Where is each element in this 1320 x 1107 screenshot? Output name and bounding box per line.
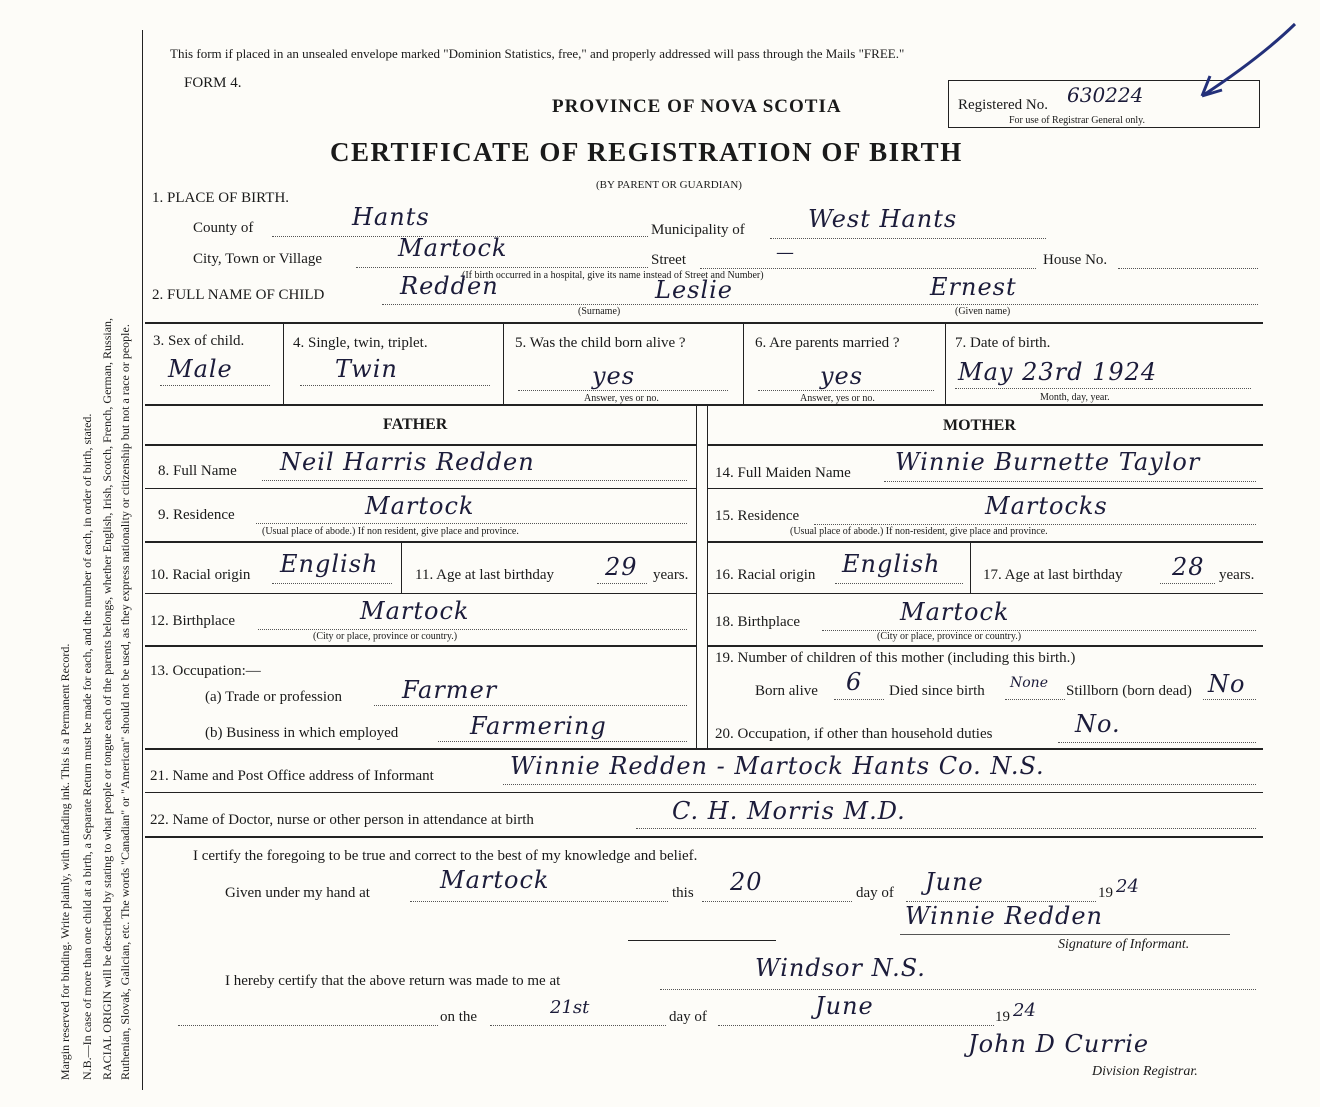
father-heading: FATHER bbox=[383, 416, 448, 433]
city-label: City, Town or Village bbox=[193, 251, 323, 267]
margin-note-nb: N.B.—In case of more than one child at a birth, a Separate Return must be made for each, and the number of each, in order of birth, stated. bbox=[80, 413, 94, 1080]
mother-residence-label: 15. Residence bbox=[715, 508, 800, 524]
margin-note-binding: Margin reserved for binding. Write plainly, with unfading ink. This is a Permanent Record. bbox=[58, 643, 72, 1080]
born-alive-count: 6 bbox=[846, 668, 863, 696]
mother-years-label: years. bbox=[1219, 567, 1255, 583]
binding-margin-rule bbox=[142, 30, 143, 1090]
form-number: FORM 4. bbox=[184, 75, 242, 91]
given-day-value: 20 bbox=[730, 868, 763, 896]
surname-caption: (Surname) bbox=[578, 306, 621, 317]
sex-value: Male bbox=[168, 355, 233, 383]
stillborn-label: Stillborn (born dead) bbox=[1066, 683, 1192, 699]
father-abode-note: (Usual place of abode.) If non resident, give place and province. bbox=[262, 526, 519, 537]
date-of-birth-value: May 23rd 1924 bbox=[958, 358, 1158, 386]
mother-heading: MOTHER bbox=[943, 417, 1016, 434]
parents-married-caption: Answer, yes or no. bbox=[800, 393, 875, 404]
plurality-label: 4. Single, twin, triplet. bbox=[293, 335, 428, 351]
mother-name-label: 14. Full Maiden Name bbox=[715, 465, 851, 481]
mother-name-value: Winnie Burnette Taylor bbox=[895, 448, 1201, 476]
mother-age-value: 28 bbox=[1172, 553, 1205, 581]
business-label: (b) Business in which employed bbox=[205, 725, 399, 741]
mother-birthplace-value: Martock bbox=[900, 598, 1010, 626]
mother-racial-label: 16. Racial origin bbox=[715, 567, 816, 583]
informant-signature-caption: Signature of Informant. bbox=[1058, 937, 1190, 952]
street-value: — bbox=[776, 242, 794, 263]
given-month-value: June bbox=[925, 868, 984, 896]
mail-notice: This form if placed in an unsealed envelope marked "Dominion Statistics, free," and properly addressed will pass through the Mails "FREE." bbox=[170, 46, 905, 61]
this-label: this bbox=[672, 885, 694, 901]
father-name-label: 8. Full Name bbox=[158, 463, 237, 479]
mother-abode-note: (Usual place of abode.) If non-resident, give place and province. bbox=[790, 526, 1048, 537]
margin-note-racial-2: Ruthenian, Slovak, Galician, etc. The words "Canadian" or "American" should not be used, as they express nationality or citizenship but not a race or people. bbox=[118, 324, 132, 1080]
born-alive-caption: Answer, yes or no. bbox=[584, 393, 659, 404]
county-label: County of bbox=[193, 220, 254, 236]
page-title: CERTIFICATE OF REGISTRATION OF BIRTH bbox=[330, 137, 963, 167]
municipality-label: Municipality of bbox=[651, 222, 745, 238]
stillborn-value: No bbox=[1208, 670, 1246, 698]
return-month-value: June bbox=[815, 992, 874, 1020]
date-of-birth-caption: Month, day, year. bbox=[1040, 392, 1110, 403]
mother-occupation-label: 20. Occupation, if other than household duties bbox=[715, 726, 993, 742]
child-given-name-2: Ernest bbox=[930, 273, 1017, 301]
born-alive-count-label: Born alive bbox=[755, 683, 818, 699]
doctor-value: C. H. Morris M.D. bbox=[672, 797, 906, 825]
registered-number: 630224 bbox=[1067, 83, 1144, 107]
given-under-label: Given under my hand at bbox=[225, 885, 370, 901]
doctor-label: 22. Name of Doctor, nurse or other person in attendance at birth bbox=[150, 812, 534, 828]
died-since-birth-value: None bbox=[1010, 675, 1048, 691]
mother-racial-value: English bbox=[842, 550, 941, 578]
return-place-value: Windsor N.S. bbox=[755, 954, 926, 982]
province-heading: PROVINCE OF NOVA SCOTIA bbox=[552, 96, 842, 117]
informant-value: Winnie Redden - Martock Hants Co. N.S. bbox=[510, 752, 1045, 780]
informant-label: 21. Name and Post Office address of Informant bbox=[150, 768, 434, 784]
on-the-label: on the bbox=[440, 1009, 478, 1025]
child-given-name-1: Leslie bbox=[655, 276, 734, 304]
born-alive-label: 5. Was the child born alive ? bbox=[515, 335, 686, 351]
died-since-birth-label: Died since birth bbox=[889, 683, 985, 699]
given-place-value: Martock bbox=[440, 866, 550, 894]
children-count-label: 19. Number of children of this mother (including this birth.) bbox=[715, 650, 1076, 666]
return-day-value: 21st bbox=[550, 997, 590, 1018]
father-age-label: 11. Age at last birthday bbox=[415, 567, 554, 583]
plurality-value: Twin bbox=[335, 355, 398, 383]
year-suffix-2: 24 bbox=[1013, 1000, 1036, 1021]
house-no-label: House No. bbox=[1043, 252, 1108, 268]
margin-note-racial-1: RACIAL ORIGIN will be described by stating to what people or tongue each of the parents belongs, whether English, Irish, Scotch, French, German, Russian, bbox=[100, 317, 114, 1080]
sex-label: 3. Sex of child. bbox=[153, 333, 245, 349]
trade-value: Farmer bbox=[402, 676, 498, 704]
mother-age-label: 17. Age at last birthday bbox=[983, 567, 1123, 583]
year-suffix: 24 bbox=[1116, 876, 1139, 897]
year-prefix: 19 bbox=[1098, 885, 1113, 901]
place-of-birth-heading: 1. PLACE OF BIRTH. bbox=[152, 190, 290, 206]
registrar-caption: Division Registrar. bbox=[1092, 1064, 1198, 1079]
county-value: Hants bbox=[352, 203, 430, 231]
given-name-caption: (Given name) bbox=[955, 306, 1011, 317]
father-racial-value: English bbox=[280, 550, 379, 578]
business-value: Farmering bbox=[470, 712, 607, 740]
born-alive-value: yes bbox=[592, 362, 636, 390]
year-prefix-2: 19 bbox=[995, 1009, 1010, 1025]
registered-label: Registered No. bbox=[958, 97, 1048, 113]
page-subtitle: (BY PARENT OR GUARDIAN) bbox=[596, 179, 742, 191]
day-of-label: day of bbox=[856, 885, 894, 901]
trade-label: (a) Trade or profession bbox=[205, 689, 343, 705]
father-birthplace-label: 12. Birthplace bbox=[150, 613, 235, 629]
father-residence-label: 9. Residence bbox=[158, 507, 235, 523]
certify-statement: I certify the foregoing to be true and correct to the best of my knowledge and belief. bbox=[193, 848, 698, 864]
mother-birthplace-note: (City or place, province or country.) bbox=[877, 631, 1022, 642]
father-age-value: 29 bbox=[605, 553, 638, 581]
date-of-birth-label: 7. Date of birth. bbox=[955, 335, 1051, 351]
father-name-value: Neil Harris Redden bbox=[280, 448, 535, 476]
mother-occupation-value: No. bbox=[1075, 710, 1121, 738]
day-of-label-2: day of bbox=[669, 1009, 707, 1025]
checkmark-icon bbox=[1140, 18, 1300, 108]
street-label: Street bbox=[651, 252, 686, 268]
father-residence-value: Martock bbox=[365, 492, 475, 520]
registrar-note: For use of Registrar General only. bbox=[1009, 115, 1145, 126]
municipality-value: West Hants bbox=[808, 205, 958, 233]
child-name-label: 2. FULL NAME OF CHILD bbox=[152, 287, 325, 303]
father-racial-label: 10. Racial origin bbox=[150, 567, 251, 583]
return-made-label: I hereby certify that the above return was made to me at bbox=[225, 973, 561, 989]
mother-birthplace-label: 18. Birthplace bbox=[715, 614, 800, 630]
parents-married-value: yes bbox=[820, 362, 864, 390]
informant-signature: Winnie Redden bbox=[905, 902, 1104, 930]
father-birthplace-note: (City or place, province or country.) bbox=[313, 631, 458, 642]
father-birthplace-value: Martock bbox=[360, 597, 470, 625]
occupation-label: 13. Occupation:— bbox=[150, 663, 261, 679]
hospital-note: (If birth occurred in a hospital, give its name instead of Street and Number) bbox=[462, 270, 764, 281]
city-value: Martock bbox=[398, 234, 508, 262]
mother-residence-value: Martocks bbox=[985, 492, 1108, 520]
parents-married-label: 6. Are parents married ? bbox=[755, 335, 900, 351]
father-years-label: years. bbox=[653, 567, 689, 583]
child-surname: Redden bbox=[400, 272, 499, 300]
registrar-signature: John D Currie bbox=[968, 1030, 1150, 1058]
